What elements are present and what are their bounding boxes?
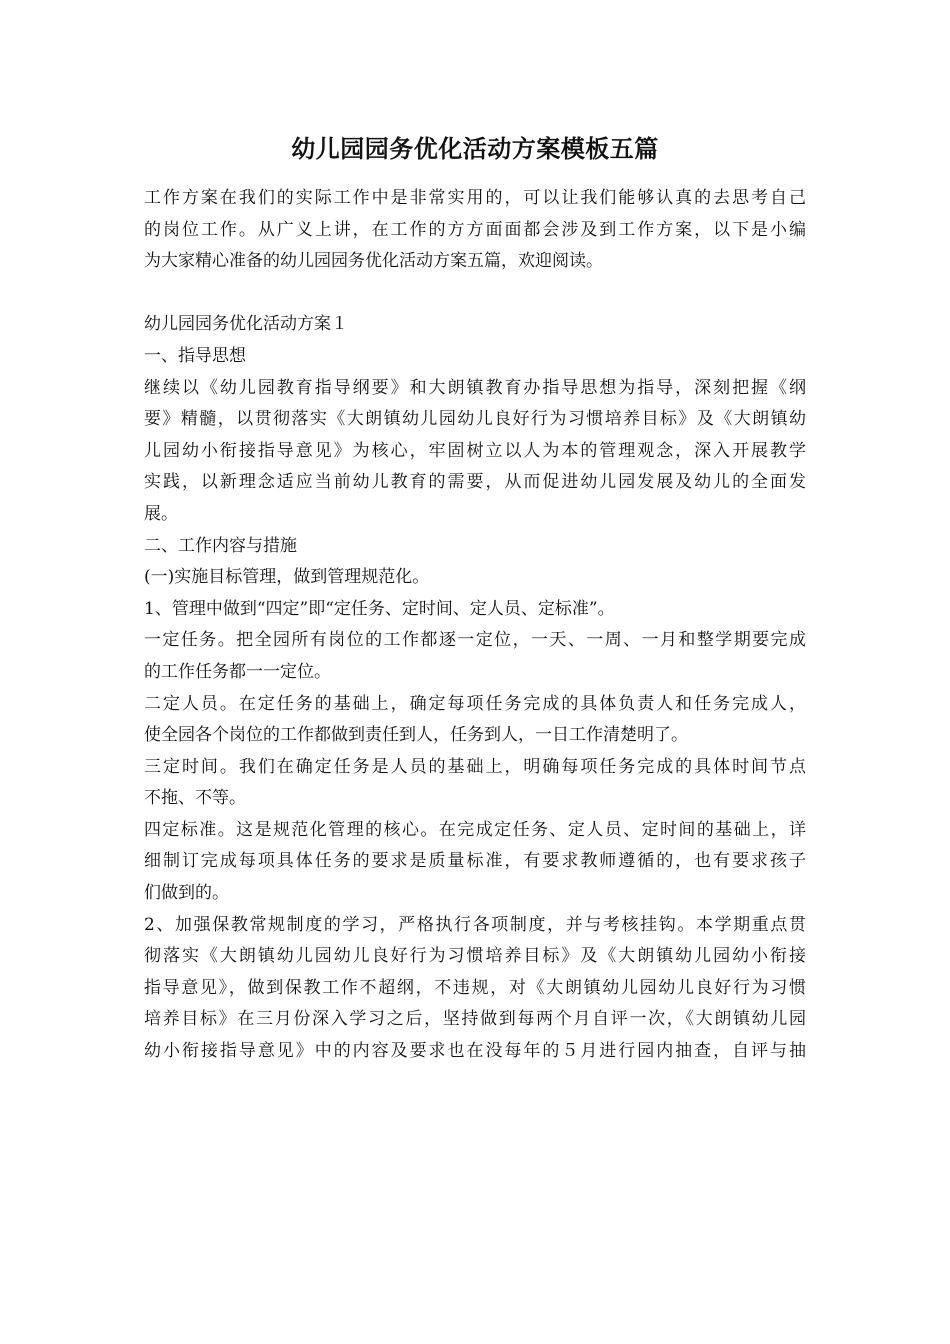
paragraph-line: 幼小衔接指导意见》中的内容及要求也在没每年的５月进行园内抽查，自评与抽 [144, 1041, 806, 1062]
paragraph-line: 四定标准。这是规范化管理的核心。在完成定任务、定人员、定时间的基础上，详 [144, 819, 806, 840]
paragraph-line: 一、指导思想 [144, 345, 246, 366]
paragraph-line: 2、加强保教常规制度的学习，严格执行各项制度，并与考核挂钩。本学期重点贯 [144, 914, 806, 935]
paragraph-line: 的岗位工作。从广义上讲，在工作的方方面面都会涉及到工作方案，以下是小编 [144, 219, 806, 240]
paragraph-line: 为大家精心准备的幼儿园园务优化活动方案五篇，欢迎阅读。 [144, 251, 603, 272]
document-title: 幼儿园园务优化活动方案模板五篇 [291, 134, 659, 163]
paragraph-line: 不拖、不等。 [144, 788, 246, 809]
paragraph-line: 指导意见》，做到保教工作不超纲，不违规，对《大朗镇幼儿园幼儿良好行为习惯 [144, 977, 806, 998]
paragraph-line: 继续以《幼儿园教育指导纲要》和大朗镇教育办指导思想为指导，深刻把握《纲 [144, 377, 806, 398]
paragraph-line: 工作方案在我们的实际工作中是非常实用的，可以让我们能够认真的去思考自己 [144, 188, 806, 208]
paragraph-line: 1、管理中做到“四定”即“定任务、定时间、定人员、定标准”。 [144, 598, 615, 619]
paragraph-line: 一定任务。把全园所有岗位的工作都逐一定位，一天、一周、一月和整学期要完成 [144, 630, 806, 651]
document-body [144, 183, 806, 1068]
paragraph-line: 实践，以新理念适应当前幼儿教育的需要，从而促进幼儿园发展及幼儿的全面发 [144, 472, 806, 493]
paragraph-line: 儿园幼小衔接指导意见》为核心，牢固树立以人为本的管理观念，深入开展教学 [144, 440, 806, 461]
paragraph-line: 展。 [144, 503, 178, 524]
paragraph-line: 要》精髓，以贯彻落实《大朗镇幼儿园幼儿良好行为习惯培养目标》及《大朗镇幼 [144, 409, 806, 430]
paragraph-line: 三定时间。我们在确定任务是人员的基础上，明确每项任务完成的具体时间节点 [144, 756, 806, 777]
paragraph-line: (一)实施目标管理，做到管理规范化。 [144, 567, 430, 588]
paragraph-line: 二定人员。在定任务的基础上，确定每项任务完成的具体负责人和任务完成人， [144, 693, 806, 714]
paragraph-line: 们做到的。 [144, 883, 229, 904]
paragraph-line: 彻落实《大朗镇幼儿园幼儿良好行为习惯培养目标》及《大朗镇幼儿园幼小衔接 [144, 946, 806, 967]
paragraph-line: 使全园各个岗位的工作都做到责任到人，任务到人，一日工作清楚明了。 [144, 725, 688, 746]
paragraph-line: 幼儿园园务优化活动方案１ [144, 314, 348, 335]
paragraph-line: 的工作任务都一一定位。 [144, 661, 331, 682]
blank-line [144, 278, 806, 310]
paragraph-line: 二、工作内容与措施 [144, 535, 297, 556]
paragraph-line: 培养目标》在三月份深入学习之后，坚持做到每两个月自评一次，《大朗镇幼儿园 [144, 1009, 806, 1030]
paragraph-line: 细制订完成每项具体任务的要求是质量标准，有要求教师遵循的，也有要求孩子 [144, 851, 806, 872]
